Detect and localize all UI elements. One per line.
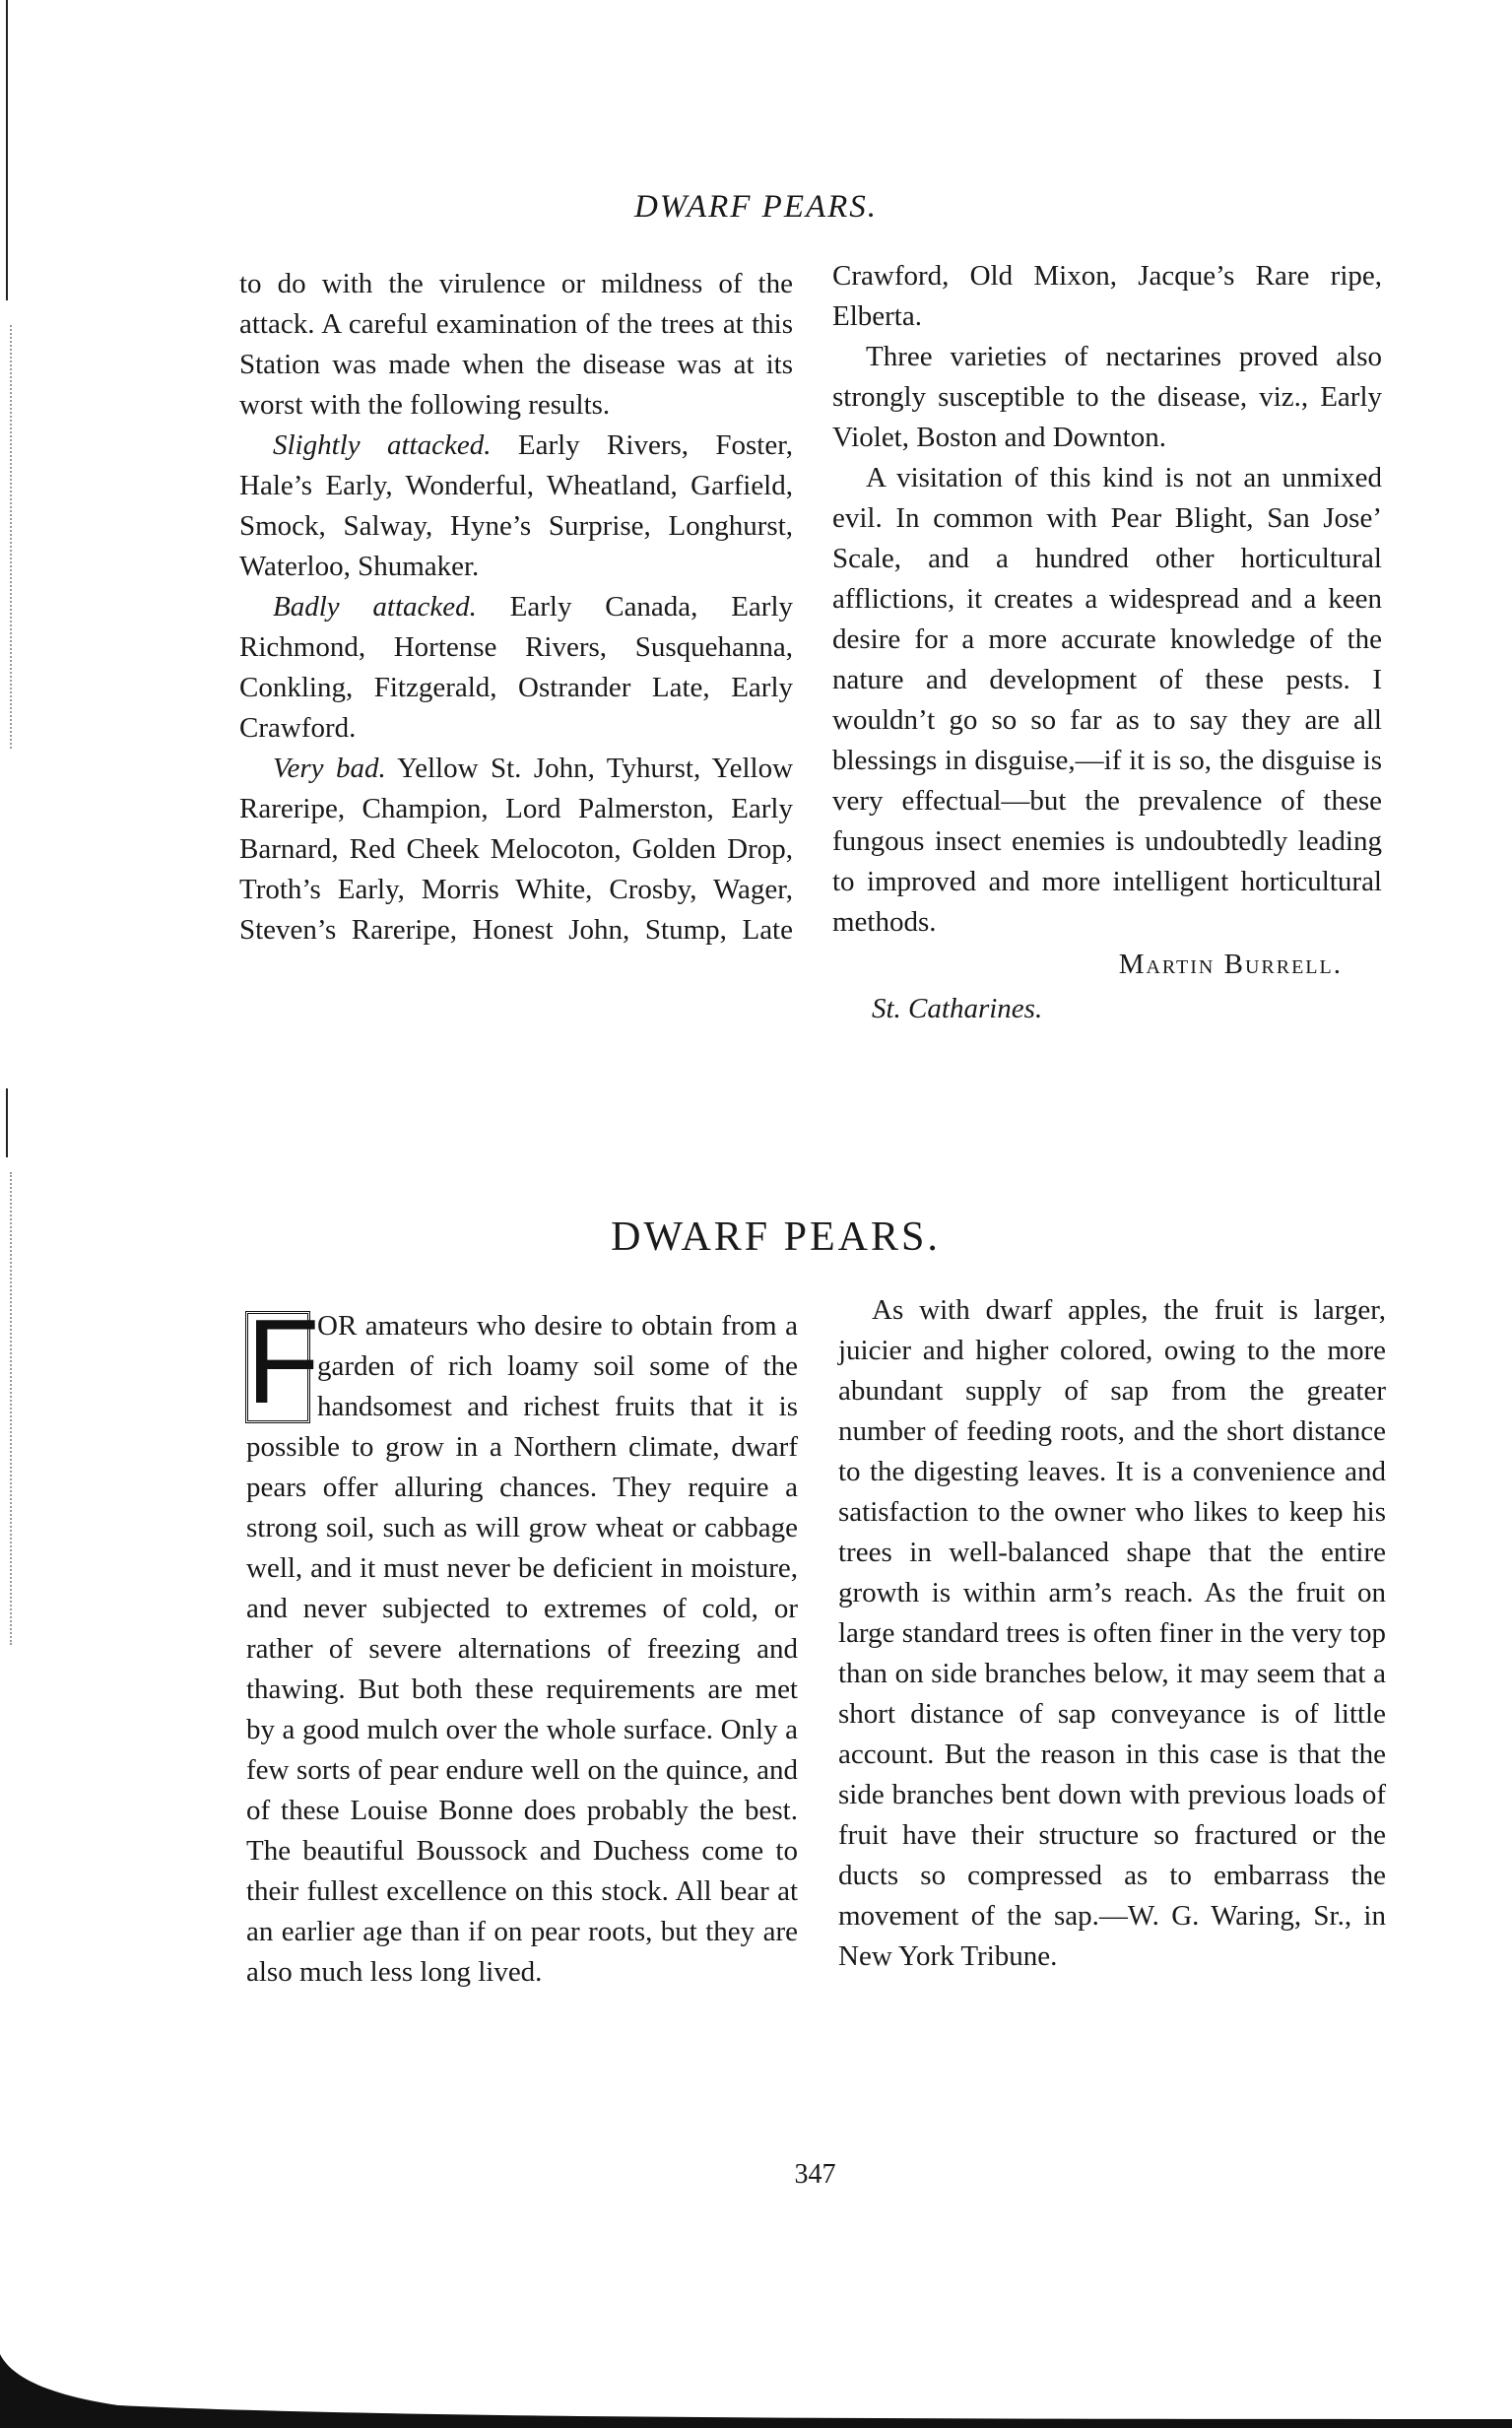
italic-label: Badly attacked. bbox=[273, 591, 477, 623]
paragraph bbox=[239, 749, 793, 951]
paragraph-text: OR amateurs who desire to obtain from a garden of rich loamy soil some of the handsomest and richest fruits that it is possible to grow in a Northern climate, dwarf pears offer alluring chances. They require a strong soil, such as will grow wheat or cabbage well, and it must never be deficient in moisture, and never subjected to extremes of cold, or rather of severe alternations of freezing and thawing. But both these requirements are met by a good mulch over the whole surface. Only a few sorts of pear endure well on the quince, and of these Louise Bonne does probably the best. The beautiful Boussock and Duchess come to their fullest excellence on this stock. All bear at an earlier age than if on pear roots, but they are also much less long lived. bbox=[246, 1310, 798, 1988]
page-edge-shadow bbox=[0, 2334, 1512, 2428]
paragraph-text: Yellow St. John, Tyhurst, Yellow Rareripe, Champion, Lord Palmerston, Early Barnard, Red Cheek Melocoton, Golden Drop, Troth’s Early, Morris White, Crosby, Wager, Steven’s Rareripe, Honest John, Stump, Late bbox=[239, 753, 794, 946]
paragraph bbox=[239, 426, 793, 587]
right-column-bottom bbox=[838, 1290, 1386, 1977]
page-edge-dots-upper bbox=[10, 325, 13, 749]
paragraph: As with dwarf apples, the fruit is larger, juicier and higher colored, owing to the more abundant supply of sap from the greater number of feeding roots, and the short distance to the digesting leaves. It is a convenience and satisfaction to the owner who likes to keep his trees in well-balanced shape that the entire growth is within arm’s reach. As the fruit on large standard trees is often finer in the very top than on side branches below, it may seem that a short distance of sap conveyance is of little account. But the reason in this case is that the side branches bent down with previous loads of fruit have their structure so fractured or the ducts so compressed as to embarrass the movement of the sap.—W. G. Waring, Sr., in New York Tribune. bbox=[838, 1294, 1386, 1972]
page-number: 347 bbox=[794, 2159, 836, 2190]
paragraph: to do with the virulence or mildness of the attack. A careful examination of the trees at this Station was made when the disease was at its worst with the following results. bbox=[239, 268, 793, 421]
page-edge-line-lower bbox=[6, 1088, 8, 1157]
author-signature: Martin Burrell. bbox=[1118, 949, 1343, 980]
section-title: DWARF PEARS. bbox=[611, 1214, 941, 1260]
paragraph bbox=[246, 1294, 798, 1993]
italic-label: Slightly attacked. bbox=[273, 429, 492, 461]
place-line: St. Catharines. bbox=[872, 993, 1043, 1024]
paragraph-text: Early Rivers, Foster, Hale’s Early, Wonderful, Wheatland, Garfield, Smock, Salway, Hyne’s Surprise, Longhurst, Waterloo, Shumaker. bbox=[239, 429, 793, 582]
right-column-top bbox=[832, 256, 1382, 1029]
page-edge-line-upper bbox=[6, 0, 8, 300]
italic-label: Very bad. bbox=[273, 753, 386, 784]
paragraph bbox=[239, 587, 793, 749]
running-head: DWARF PEARS. bbox=[633, 189, 879, 225]
drop-cap: F bbox=[246, 1294, 320, 1428]
paragraph: Crawford, Old Mixon, Jacque’s Rare ripe, Elberta. bbox=[832, 260, 1382, 332]
paragraph: Three varieties of nectarines proved also strongly susceptible to the disease, viz., Early Violet, Boston and Downton. bbox=[832, 341, 1382, 453]
paragraph-text: Early Canada, Early Richmond, Hortense Rivers, Susquehanna, Conkling, Fitzgerald, Ostrander Late, Early Crawford. bbox=[239, 591, 793, 744]
paragraph: A visitation of this kind is not an unmixed evil. In common with Pear Blight, San Jose’ Scale, and a hundred other horticultural afflictions, it creates a widespread and a keen desire for a more accurate knowledge of the nature and development of these pests. I wouldn’t go so so far as to say they are all blessings in disguise,—if it is so, the disguise is very effectual—but the prevalence of these fungous insect enemies is undoubtedly leading to improved and more intelligent horticultural methods. bbox=[832, 462, 1382, 938]
left-column-top bbox=[239, 264, 793, 951]
left-column-bottom bbox=[246, 1294, 798, 1993]
